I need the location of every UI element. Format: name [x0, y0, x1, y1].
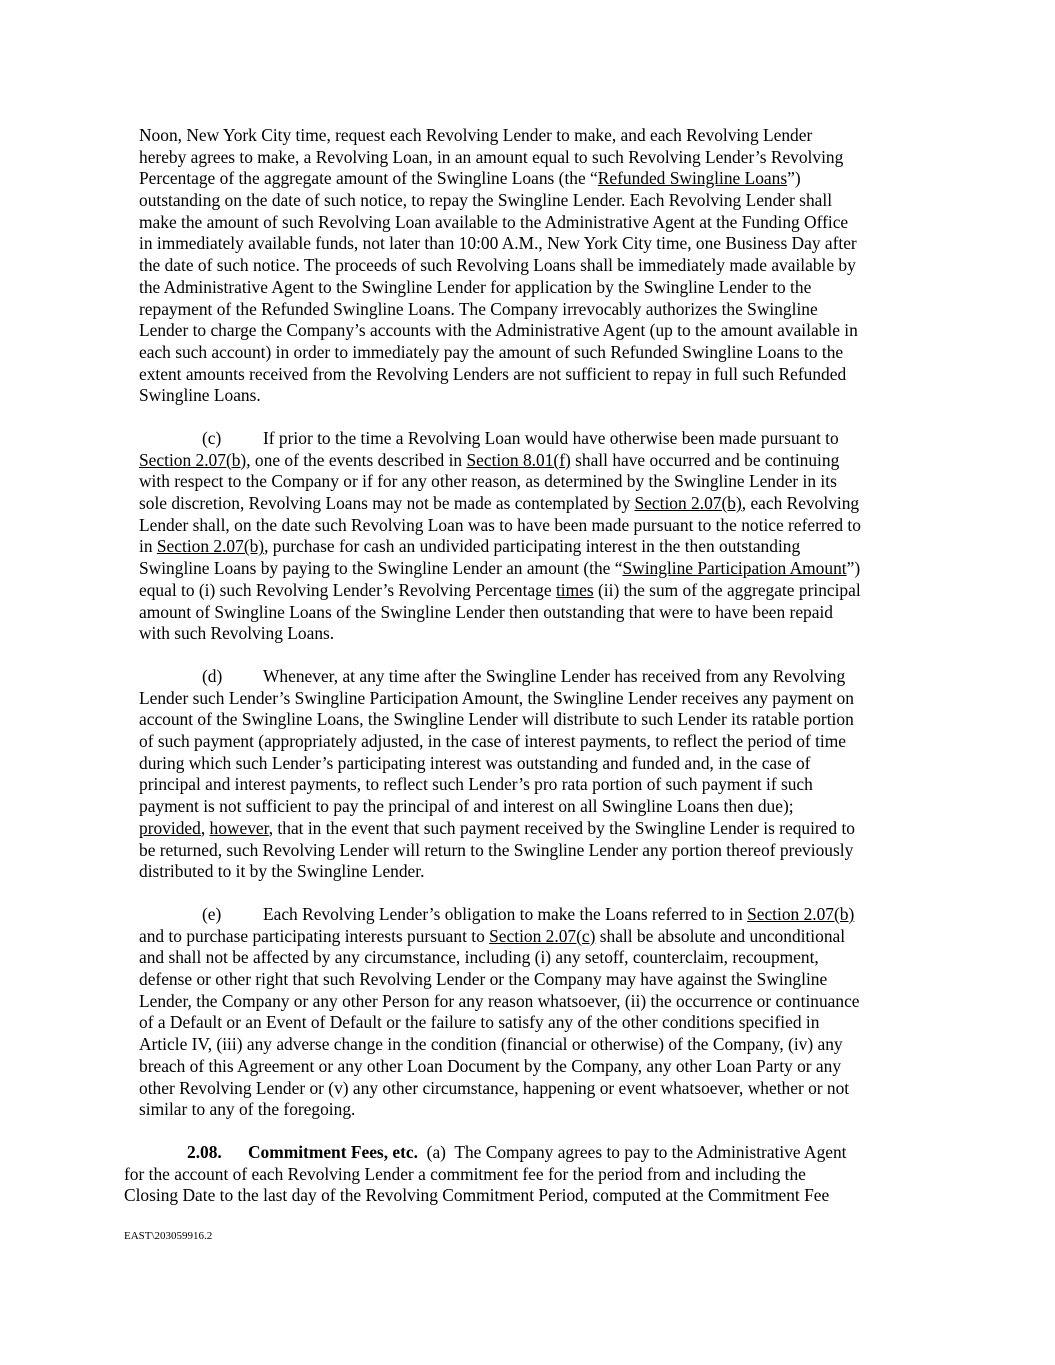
text-line: [139, 428, 861, 450]
text-line: similar to any of the foregoing.: [139, 1099, 356, 1120]
text-line: [139, 904, 860, 926]
defined-term-refunded-swingline-loans: Refunded Swingline Loans: [597, 168, 788, 189]
paragraph-label: (e): [202, 904, 222, 924]
paragraph-c: [139, 428, 861, 645]
text-run: shall have occurred and be continuing: [570, 449, 840, 470]
section-reference: Section 2.07(c): [489, 925, 596, 946]
text-line: payment is not sufficient to pay the principal of and interest on all Swingline Loans then due);: [139, 796, 794, 817]
text-run: Whenever, at any time after the Swingline Lender has received from any Revolving: [263, 666, 846, 686]
text-line: [139, 536, 861, 558]
paragraph-label: (d): [202, 666, 223, 686]
section-2-08: [124, 1142, 847, 1207]
text-run: Percentage of the aggregate amount of the Swingline Loans (the “: [139, 168, 598, 189]
emphasis-term: times: [555, 579, 594, 600]
text-line: in immediately available funds, not later than 10:00 A.M., New York City time, one Business Day after: [139, 233, 857, 254]
text-run: equal to (i) such Revolving Lender’s Revolving Percentage: [139, 579, 556, 600]
text-line: outstanding on the date of such notice, to repay the Swingline Lender. Each Revolving Lender shall: [139, 190, 833, 211]
text-line: hereby agrees to make, a Revolving Loan, in an amount equal to such Revolving Lender’s Revolving: [139, 146, 844, 167]
paragraph-e: [139, 904, 860, 1121]
text-line: breach of this Agreement or any other Loan Document by the Company, any other Loan Party or any: [139, 1055, 842, 1076]
text-line: the Administrative Agent to the Swingline Lender for application by the Swingline Lender to the: [139, 276, 812, 297]
text-line: Noon, New York City time, request each Revolving Lender to make, and each Revolving Lender: [139, 125, 813, 145]
text-line: Swingline Loans.: [139, 385, 261, 406]
text-line: repayment of the Refunded Swingline Loans. The Company irrevocably authorizes the Swingline: [139, 298, 818, 319]
text-line: during which such Lender’s participating interest was outstanding and funded and, in the case of: [139, 752, 811, 773]
section-heading: Commitment Fees, etc.: [248, 1142, 418, 1162]
text-line: amount of Swingline Loans of the Swingline Lender then outstanding that were to have been repaid: [139, 601, 833, 622]
text-run: and to purchase participating interests pursuant to: [139, 925, 490, 946]
text-line: with respect to the Company or if for any other reason, as determined by the Swingline Lender in its: [139, 471, 837, 492]
text-line: extent amounts received from the Revolving Lenders are not sufficient to repay in full such Refunded: [139, 363, 847, 384]
text-line: of a Default or an Event of Default or the failure to satisfy any of the other conditions specified in: [139, 1012, 820, 1033]
text-run: ,: [200, 817, 210, 838]
text-line: account of the Swingline Loans, the Swingline Lender will distribute to such Lender its ratable portion: [139, 709, 854, 730]
emphasis-term: however: [209, 817, 269, 838]
paragraph-d: [139, 666, 855, 883]
text-line: each such account) in order to immediately pay the amount of such Refunded Swingline Loans to the: [139, 341, 844, 362]
section-reference: Section 2.07(b): [156, 536, 265, 557]
text-line: Lender such Lender’s Swingline Participation Amount, the Swingline Lender receives any payment on: [139, 687, 854, 708]
section-number: 2.08.: [187, 1142, 222, 1162]
text-line: other Revolving Lender or (v) any other circumstance, happening or event whatsoever, whether or not: [139, 1077, 850, 1098]
text-line: distributed to it by the Swingline Lender.: [139, 861, 425, 882]
text-run: in: [139, 536, 157, 557]
section-reference: Section 2.07(b): [139, 449, 247, 470]
text-run: , one of the events described in: [246, 449, 467, 470]
text-line: [139, 168, 858, 190]
text-line: [139, 493, 861, 515]
text-line: Lender, the Company or any other Person for any reason whatsoever, (ii) the occurrence or continuance: [139, 990, 860, 1011]
text-line: make the amount of such Revolving Loan available to the Administrative Agent at the Funding Office: [139, 211, 849, 232]
text-line: of such payment (appropriately adjusted, in the case of interest payments, to reflect the period of time: [139, 731, 846, 752]
text-line: principal and interest payments, to reflect such Lender’s pro rata portion of such payment if such: [139, 774, 813, 795]
emphasis-term: provided: [139, 817, 201, 838]
text-line: [139, 666, 855, 688]
text-run: If prior to the time a Revolving Loan would have otherwise been made pursuant to: [263, 428, 839, 448]
text-run: Swingline Loans by paying to the Swingline Lender an amount (the “: [139, 558, 623, 579]
text-run: ”): [846, 558, 861, 579]
text-line: defense or other right that such Revolving Lender or the Company may have against the Swingline: [139, 969, 828, 990]
text-line: Article IV, (iii) any adverse change in the condition (financial or otherwise) of the Company, (iv) any: [139, 1034, 843, 1055]
text-run: , each Revolving: [741, 493, 860, 514]
text-run: Each Revolving Lender’s obligation to make the Loans referred to in: [263, 904, 748, 924]
text-line: [139, 580, 861, 602]
text-line: the date of such notice. The proceeds of such Revolving Loans shall be immediately made available by: [139, 255, 856, 276]
text-line: Lender to charge the Company’s accounts with the Administrative Agent (up to the amount available in: [139, 320, 858, 341]
paragraph-label: (c): [202, 428, 222, 448]
text-line: with such Revolving Loans.: [139, 623, 335, 644]
text-line: [139, 558, 861, 580]
section-reference: Section 2.07(b): [747, 904, 855, 924]
text-line: be returned, such Revolving Lender will return to the Swingline Lender any portion thereof previously: [139, 839, 854, 860]
text-line: [139, 450, 861, 472]
section-reference: Section 2.07(b): [634, 493, 742, 514]
text-run: sole discretion, Revolving Loans may not be made as contemplated by: [139, 493, 635, 514]
text-run: , that in the event that such payment received by the Swingline Lender is required to: [268, 817, 855, 838]
text-line: Lender shall, on the date such Revolving Loan was to have been made pursuant to the notice referred to: [139, 514, 861, 535]
text-line: [124, 1142, 847, 1164]
text-line: [139, 818, 855, 840]
text-line: for the account of each Revolving Lender a commitment fee for the period from and including the: [124, 1163, 806, 1184]
text-run: (a) The Company agrees to pay to the Administrative Agent: [417, 1142, 847, 1162]
text-run: ”): [787, 168, 801, 189]
text-line: and shall not be affected by any circumstance, including (i) any setoff, counterclaim, recoupment,: [139, 947, 819, 968]
defined-term-swingline-participation-amount: Swingline Participation Amount: [622, 558, 847, 579]
section-reference: Section 8.01(f): [466, 449, 571, 470]
text-line: [139, 926, 860, 948]
paragraph-b-continued: [139, 125, 858, 407]
text-run: , purchase for cash an undivided participating interest in the then outstanding: [264, 536, 801, 557]
text-run: shall be absolute and unconditional: [595, 925, 846, 946]
text-line: Closing Date to the last day of the Revolving Commitment Period, computed at the Commitment Fee: [124, 1185, 830, 1206]
document-id-footer: EAST\203059916.2: [124, 1230, 213, 1242]
text-run: (ii) the sum of the aggregate principal: [593, 579, 861, 600]
